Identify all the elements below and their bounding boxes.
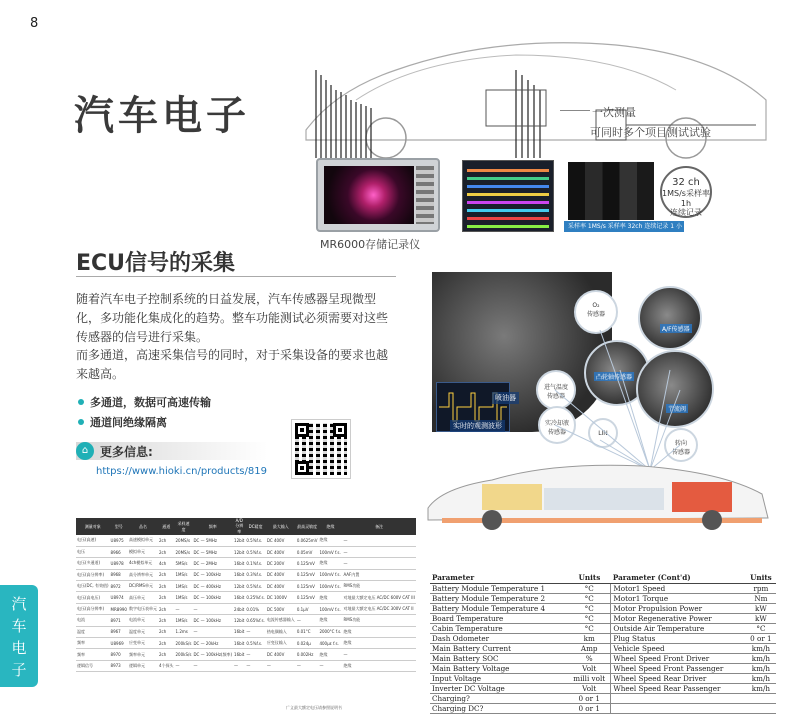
table-cell: 12bit xyxy=(233,546,245,557)
table-row xyxy=(76,569,416,580)
table-cell: 0.3%f.s. xyxy=(245,569,265,580)
annotation-line xyxy=(560,110,590,111)
table-cell: 绝缘 xyxy=(318,615,342,626)
measurement-spec-table xyxy=(76,518,416,672)
table-cell: 2ch xyxy=(158,638,175,649)
table-cell: 0.125mV xyxy=(296,581,319,592)
table-cell: 0 or 1 xyxy=(746,633,776,643)
table-row xyxy=(430,703,776,713)
lin-label: LIN xyxy=(588,418,618,448)
table-cell: — xyxy=(192,603,233,614)
table-cell: 200kS/s xyxy=(175,649,193,660)
table-cell: 频率 xyxy=(76,649,110,660)
table-cell: 频率 xyxy=(76,638,110,649)
table-row xyxy=(430,653,776,663)
table-cell: 0.125mV xyxy=(296,569,319,580)
table-cell: — xyxy=(245,649,265,660)
table-cell: kW xyxy=(746,613,776,623)
table-header-cell: 频率 xyxy=(192,518,233,535)
side-tab-char: 车 xyxy=(11,617,27,635)
table-cell: °C xyxy=(568,593,611,603)
table-header-cell: Units xyxy=(568,572,611,583)
table-row xyxy=(430,663,776,673)
table-cell: km/h xyxy=(746,653,776,663)
intake-temp-sensor-label: 进气温度 传感器 xyxy=(536,370,576,410)
table-cell: 对地最大额定电压 AC/DC 300V CAT II xyxy=(342,603,415,614)
table-cell: 频率单元 xyxy=(128,649,158,660)
table-cell xyxy=(746,693,776,703)
table-cell: Motor Propulsion Power xyxy=(611,603,746,613)
bullet-item xyxy=(78,414,167,430)
table-cell: 电压(多通道) xyxy=(76,558,110,569)
af-sensor-photo: A/F传感器 xyxy=(638,286,702,350)
table-cell: 8968 xyxy=(110,569,128,580)
device-screen xyxy=(324,166,414,224)
table-cell: — xyxy=(266,660,296,671)
table-header-cell: 测量对象 xyxy=(76,518,110,535)
table-cell: 高速模拟单元 xyxy=(128,535,158,546)
table-cell: 0.1μV xyxy=(296,603,319,614)
table-cell: Battery Module Temperature 2 xyxy=(430,593,568,603)
table-cell: 24bit xyxy=(233,603,245,614)
table-row xyxy=(430,643,776,653)
table-cell: Main Battery Voltage xyxy=(430,663,568,673)
table-cell: — xyxy=(245,660,265,671)
table-cell: 16bit xyxy=(233,558,245,569)
table-cell: 温度 xyxy=(76,626,110,637)
table-cell xyxy=(611,703,746,713)
table-cell: DC 500V xyxy=(266,603,296,614)
table-cell: DC 400V xyxy=(266,546,296,557)
table-cell: 0.65%f.s. xyxy=(245,615,265,626)
table-cell: Volt xyxy=(568,663,611,673)
table-cell: 0.25%f.s. xyxy=(245,592,265,603)
table-header-cell: 品名 xyxy=(128,518,158,535)
table-row xyxy=(76,581,416,592)
table-header-cell: 采样速度 xyxy=(175,518,193,535)
table-cell: 绝缘 xyxy=(318,558,342,569)
table-cell xyxy=(611,693,746,703)
steering-sensor-label: 转向 传感器 xyxy=(664,428,698,462)
table-cell: U8975 xyxy=(110,535,128,546)
table-cell: 2ch xyxy=(158,626,175,637)
table-cell: — xyxy=(342,535,415,546)
table-cell: 0.01°C xyxy=(296,626,319,637)
table-cell: — xyxy=(318,660,342,671)
table-cell: MR8990 xyxy=(110,603,128,614)
qr-code[interactable] xyxy=(292,420,350,478)
table-row xyxy=(430,633,776,643)
table-cell: 16bit xyxy=(233,649,245,660)
page-title: 汽车电子 xyxy=(74,93,250,139)
spec-circle-channels: 32 ch xyxy=(672,177,700,188)
table-cell: 12bit xyxy=(233,535,245,546)
table-cell: 逻辑单元 xyxy=(128,660,158,671)
table-cell: % xyxy=(568,653,611,663)
product-link[interactable]: https://www.hioki.cn/products/819 xyxy=(96,466,267,477)
table-cell: 400με f.s. xyxy=(318,638,342,649)
table-cell: — xyxy=(342,558,415,569)
table-cell: 8971 xyxy=(110,615,128,626)
bullet-dot-icon xyxy=(78,399,84,405)
mr6000-device-image xyxy=(316,158,440,232)
table-cell: 100mV f.s. xyxy=(318,603,342,614)
waveform-screen xyxy=(462,160,554,232)
table-cell: 数字电压表单元 xyxy=(128,603,158,614)
table-cell: Wheel Speed Front Driver xyxy=(611,653,746,663)
table-cell: RMS功能 xyxy=(342,615,415,626)
table-cell: 1.2ms xyxy=(175,626,193,637)
table-cell: 0.0625mV xyxy=(296,535,319,546)
table-cell: Charging? xyxy=(430,693,568,703)
table-cell: 4ch xyxy=(158,558,175,569)
table-cell: 0.05mV xyxy=(296,546,319,557)
table-cell: 16bit xyxy=(233,626,245,637)
device-controls xyxy=(416,166,434,224)
table-cell: — xyxy=(233,660,245,671)
table-cell: 电流 xyxy=(76,615,110,626)
table-cell: DC 400V xyxy=(266,649,296,660)
table-header-row xyxy=(76,518,416,535)
table-cell: milli volt xyxy=(568,673,611,683)
table-cell: Wheel Speed Rear Driver xyxy=(611,673,746,683)
table-row xyxy=(430,623,776,633)
table-cell: 2ch xyxy=(158,649,175,660)
spec-circle-record: 连续记录 xyxy=(670,208,702,218)
table-cell: 电压(高电压) xyxy=(76,592,110,603)
table-cell: 1MS/s xyxy=(175,615,193,626)
table-row xyxy=(76,546,416,557)
table-header-cell: 最大输入 xyxy=(266,518,296,535)
table-cell: 0.5%f.s. xyxy=(245,581,265,592)
table-cell: Vehicle Speed xyxy=(611,643,746,653)
table-cell: °C xyxy=(746,623,776,633)
side-tab-char: 子 xyxy=(11,661,27,679)
table-cell: — xyxy=(296,615,319,626)
more-info-label: 更多信息: xyxy=(100,445,153,459)
table-cell: Board Temperature xyxy=(430,613,568,623)
coolant-sensor-label: 实冷却液 传感器 xyxy=(538,406,576,444)
table-cell: 电压(高分辨率) xyxy=(76,603,110,614)
table-header-cell: 备注 xyxy=(342,518,415,535)
table-cell: — xyxy=(342,649,415,660)
table-cell: — xyxy=(192,660,233,671)
annotation-one-measure: 一次测量 xyxy=(592,106,636,119)
table-row xyxy=(76,615,416,626)
table-cell: 温度单元 xyxy=(128,626,158,637)
table-cell: 1MS/s xyxy=(175,592,193,603)
table-cell: — xyxy=(245,626,265,637)
table-cell: °C xyxy=(568,603,611,613)
table-cell: 100mV f.s. xyxy=(318,569,342,580)
bullet-text: 通道间绝缘隔离 xyxy=(90,416,167,429)
table-cell: — xyxy=(296,660,319,671)
table-cell: 0 or 1 xyxy=(568,693,611,703)
table-cell: 高分辨率单元 xyxy=(128,569,158,580)
table-cell: DC — 5MHz xyxy=(192,546,233,557)
table-cell: DC — 5MHz xyxy=(192,535,233,546)
qr-finder xyxy=(333,423,347,437)
table-cell: kW xyxy=(746,603,776,613)
table-cell: km/h xyxy=(746,673,776,683)
table-cell: DC 400V xyxy=(266,581,296,592)
table-cell: — xyxy=(175,660,193,671)
table-cell: 0.125mV xyxy=(296,592,319,603)
table-cell: Input Voltage xyxy=(430,673,568,683)
table-header-row xyxy=(430,572,776,583)
table-header-cell: Units xyxy=(746,572,776,583)
table-cell: 2ch xyxy=(158,581,175,592)
table-cell: 电压(高速) xyxy=(76,535,110,546)
car-wireframe-illustration xyxy=(296,30,776,170)
table-row xyxy=(430,613,776,623)
table-cell: — xyxy=(175,603,193,614)
table-cell: DC 400V xyxy=(266,569,296,580)
table-cell: 0 or 1 xyxy=(568,703,611,713)
table-cell: 200kS/s xyxy=(175,638,193,649)
table-row xyxy=(76,603,416,614)
table-row xyxy=(430,683,776,693)
table-row xyxy=(430,673,776,683)
table-cell: 1MS/s xyxy=(175,569,193,580)
parameter-table-body xyxy=(430,583,776,713)
table-cell: Volt xyxy=(568,683,611,693)
car-side-illustration xyxy=(422,458,774,530)
paragraph-2: 而多通道，高速采集信号的同时，对于采集设备的要求也越来越高。 xyxy=(76,348,389,381)
table-row xyxy=(430,583,776,593)
table-cell: 20MS/s xyxy=(175,546,193,557)
table-cell: 4个探头 xyxy=(158,660,175,671)
table-row xyxy=(76,649,416,660)
table-cell: 应变仪输入 xyxy=(266,638,296,649)
table-row xyxy=(76,592,416,603)
table-cell: Main Battery SOC xyxy=(430,653,568,663)
table-cell: 16bit xyxy=(233,569,245,580)
camshaft-sensor-photo: 凸轮轴传感器 xyxy=(584,340,650,406)
table-row xyxy=(430,693,776,703)
table-cell: 2ch xyxy=(158,535,175,546)
table-cell: 8970 xyxy=(110,649,128,660)
table-header-cell: A/D分辨率 xyxy=(233,518,245,535)
bullet-item xyxy=(78,394,211,410)
table-cell: DC — 100kHz xyxy=(192,615,233,626)
table-header-cell: 通道 xyxy=(158,518,175,535)
table-cell: 0.5%f.s. xyxy=(245,638,265,649)
table-cell: Inverter DC Voltage xyxy=(430,683,568,693)
table-cell: 电流单元 xyxy=(128,615,158,626)
table-cell: 0.01% xyxy=(245,603,265,614)
table-cell: 20MS/s xyxy=(175,535,193,546)
table-row xyxy=(76,638,416,649)
table-cell: 4ch模拟单元 xyxy=(128,558,158,569)
table-cell: 5MS/s xyxy=(175,558,193,569)
side-tab-char: 电 xyxy=(11,639,27,657)
table-cell: 高压单元 xyxy=(128,592,158,603)
table-cell: DC 200V xyxy=(266,558,296,569)
table-cell: RMS功能 xyxy=(342,581,415,592)
table-cell xyxy=(746,703,776,713)
table-cell: 2ch xyxy=(158,615,175,626)
throttle-photo: 节流阀 xyxy=(636,350,714,428)
table-cell: U8978 xyxy=(110,558,128,569)
table-cell: 模拟单元 xyxy=(128,546,158,557)
table-cell: 2ch xyxy=(158,546,175,557)
table-header-cell: 绝缘 xyxy=(318,518,342,535)
table-cell: — xyxy=(192,626,233,637)
table-row xyxy=(430,603,776,613)
table-cell: 2ch xyxy=(158,592,175,603)
table-cell: 8973 xyxy=(110,660,128,671)
table-cell: °C xyxy=(568,583,611,593)
table-cell: 应变单元 xyxy=(128,638,158,649)
table-cell: 0.125mV xyxy=(296,558,319,569)
table-cell: 绝缘 xyxy=(342,626,415,637)
table-cell: DC 1000V xyxy=(266,592,296,603)
table-cell: DC — 100kHz xyxy=(192,569,233,580)
table-cell: Motor Regenerative Power xyxy=(611,613,746,623)
table-cell: 绝缘 xyxy=(342,638,415,649)
waveform-caption: 实时的观测波形 xyxy=(450,420,505,432)
table-cell: 16bit xyxy=(233,592,245,603)
table-cell: DC — 100kHz(频率) xyxy=(192,649,233,660)
qr-finder xyxy=(295,461,309,475)
table-cell: Cabin Temperature xyxy=(430,623,568,633)
table-cell: 热电偶输入 xyxy=(266,626,296,637)
spec-circle xyxy=(660,166,712,218)
table-cell: DC — 400kHz xyxy=(192,581,233,592)
table-cell: 2ch xyxy=(158,569,175,580)
recording-screen xyxy=(568,162,654,220)
table-cell: 电压 xyxy=(76,546,110,557)
table-cell: — xyxy=(342,546,415,557)
spec-table-body xyxy=(76,535,416,672)
table-cell: Charging DC? xyxy=(430,703,568,713)
table-cell: U8969 xyxy=(110,638,128,649)
table-cell: 0.5%f.s. xyxy=(245,535,265,546)
table-row xyxy=(76,535,416,546)
bullet-dot-icon xyxy=(78,419,84,425)
spec-circle-rate: 1MS/s采样率1h xyxy=(662,189,710,208)
table-cell: 12bit xyxy=(233,615,245,626)
table-row xyxy=(76,558,416,569)
side-tab-char: 汽 xyxy=(11,595,27,613)
table-cell: 8972 xyxy=(110,581,128,592)
table-cell: Plug Status xyxy=(611,633,746,643)
page-number: 8 xyxy=(30,16,39,31)
table-cell: 绝缘 xyxy=(342,660,415,671)
table-cell: 0.5%f.s. xyxy=(245,546,265,557)
table-header-cell: 最高灵敏度 xyxy=(296,518,319,535)
paragraph-1: 随着汽车电子控制系统的日益发展，汽车传感器呈现微型化，多功能化集成化的趋势。整车功能测试必须需要对这些传感器的信号进行采集。 xyxy=(76,292,389,344)
table-cell: Battery Module Temperature 4 xyxy=(430,603,568,613)
table-cell: 逻辑信号 xyxy=(76,660,110,671)
spec-banner: 采样率 1MS/s 采样率 32ch 连续记录 1 小时 xyxy=(564,221,684,232)
table-cell: 对地最大额定电压 AC/DC 600V CAT III xyxy=(342,592,415,603)
table-cell: 8967 xyxy=(110,626,128,637)
qr-finder xyxy=(295,423,309,437)
home-icon: ⌂ xyxy=(76,442,94,460)
table-cell: Outside Air Temperature xyxy=(611,623,746,633)
table-cell: DC 400V xyxy=(266,535,296,546)
bullet-text: 多通道，数据可高速传输 xyxy=(90,396,211,409)
table-cell: °C xyxy=(568,613,611,623)
table-cell: Motor1 Torque xyxy=(611,593,746,603)
o2-sensor-label: O₂ 传感器 xyxy=(574,290,618,334)
table-row xyxy=(76,660,416,671)
section-divider xyxy=(76,276,396,277)
annotation-multi-test: 可同时多个项目测试试验 xyxy=(590,126,711,139)
device-caption: MR6000存储记录仪 xyxy=(320,238,421,251)
table-cell: U8974 xyxy=(110,592,128,603)
table-cell: km xyxy=(568,633,611,643)
table-cell: 12bit xyxy=(233,581,245,592)
table-cell: 2ch xyxy=(158,603,175,614)
table-cell: 绝缘 xyxy=(318,649,342,660)
table-cell: km/h xyxy=(746,663,776,673)
table-cell: DC — 2MHz xyxy=(192,558,233,569)
table-cell: 100mV f.s. xyxy=(318,581,342,592)
table-cell: Dash Odometer xyxy=(430,633,568,643)
table-row xyxy=(430,593,776,603)
table-cell: 绝缘 xyxy=(318,592,342,603)
table-cell: °C xyxy=(568,623,611,633)
spec-table-note: 广义最大额定电压请参照说明书 xyxy=(286,705,342,710)
table-cell: 100mV f.s. xyxy=(318,546,342,557)
table-cell: Battery Module Temperature 1 xyxy=(430,583,568,593)
parameter-table xyxy=(430,572,776,714)
table-cell: Main Battery Current xyxy=(430,643,568,653)
table-cell: 0.024μ xyxy=(296,638,319,649)
table-cell: 电压(高分辨率) xyxy=(76,569,110,580)
table-cell: 1MS/s xyxy=(175,581,193,592)
section-title: ECU信号的采集 xyxy=(76,251,236,276)
table-cell: DC — 100kHz xyxy=(192,592,233,603)
table-cell: 8966 xyxy=(110,546,128,557)
chapter-side-tab[interactable] xyxy=(0,585,38,687)
table-cell: DC/RMS单元 xyxy=(128,581,158,592)
table-cell: rpm xyxy=(746,583,776,593)
table-cell: Nm xyxy=(746,593,776,603)
table-cell: 0.1%f.s. xyxy=(245,558,265,569)
table-cell: km/h xyxy=(746,683,776,693)
table-header-cell: Parameter xyxy=(430,572,568,583)
table-cell: km/h xyxy=(746,643,776,653)
table-row xyxy=(76,626,416,637)
table-cell: Amp xyxy=(568,643,611,653)
injector-tag: 喷油器 xyxy=(492,392,519,404)
table-cell: Wheel Speed Front Passenger xyxy=(611,663,746,673)
table-cell: Wheel Speed Rear Passenger xyxy=(611,683,746,693)
table-cell: 16bit xyxy=(233,638,245,649)
table-cell: DC — 20kHz xyxy=(192,638,233,649)
table-header-cell: DC精度 xyxy=(245,518,265,535)
table-cell: 电压(DC, 有效值) xyxy=(76,581,110,592)
table-header-cell: Parameter (Cont'd) xyxy=(611,572,746,583)
table-cell: AAF内置 xyxy=(342,569,415,580)
table-header-cell: 型号 xyxy=(110,518,128,535)
table-cell: Motor1 Speed xyxy=(611,583,746,593)
table-cell: 电流传感器输入 xyxy=(266,615,296,626)
table-cell: 0.002Hz xyxy=(296,649,319,660)
table-cell: 2000°C f.s. xyxy=(318,626,342,637)
table-cell: 绝缘 xyxy=(318,535,342,546)
